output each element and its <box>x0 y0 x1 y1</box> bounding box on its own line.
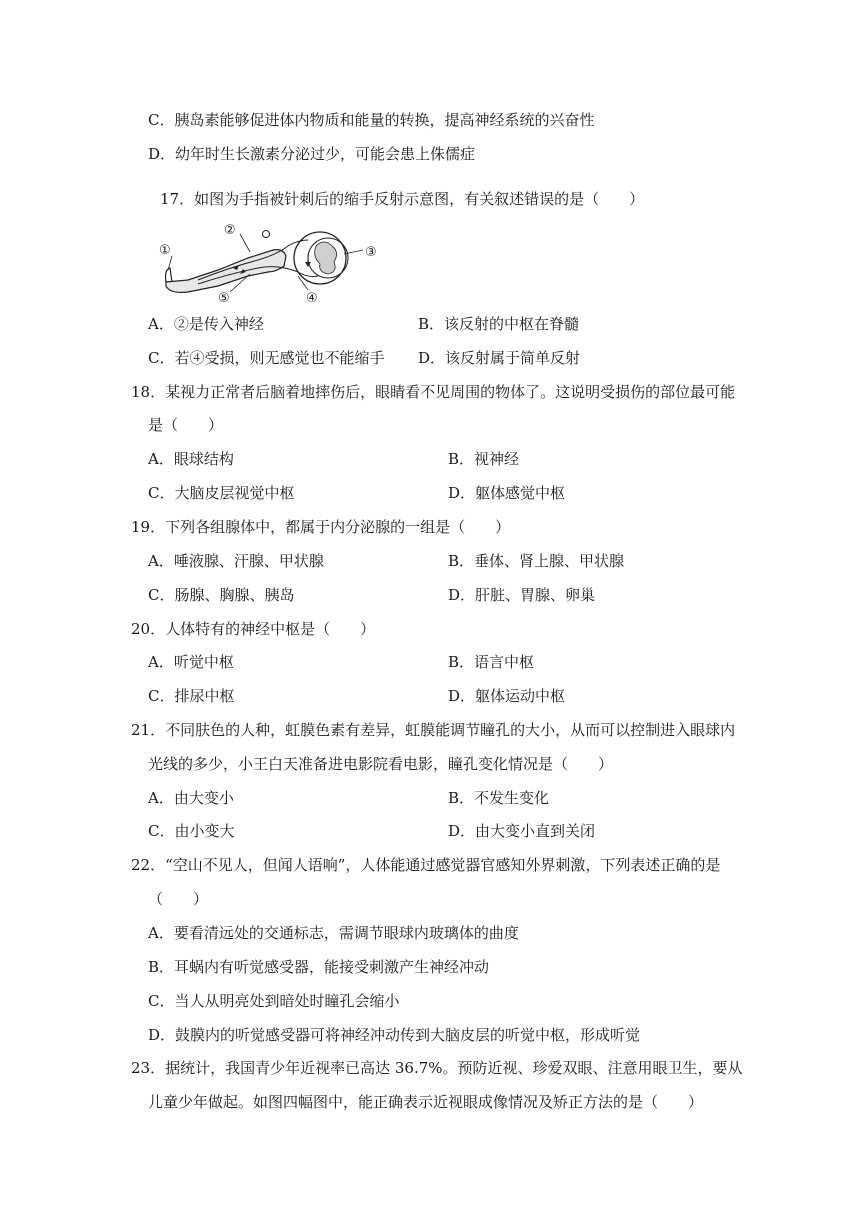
question-17-option-b: B．该反射的中枢在脊髓 <box>418 315 580 333</box>
question-18-option-b: B．视神经 <box>448 450 520 468</box>
question-20-option-a: A．听觉中枢 <box>148 653 234 671</box>
question-18-option-c: C．大脑皮层视觉中枢 <box>148 484 295 502</box>
diagram-label-2: ② <box>224 223 236 238</box>
question-22-option-d: D．鼓膜内的听觉感受器可将神经冲动传到大脑皮层的听觉中枢，形成听觉 <box>148 1026 641 1044</box>
question-19-stem: 19．下列各组腺体中，都属于内分泌腺的一组是（ ） <box>131 518 511 536</box>
question-21-stem-line1: 21．不同肤色的人种，虹膜色素有差异，虹膜能调节瞳孔的大小，从而可以控制进入眼球内 <box>131 721 736 739</box>
question-23-stem-line1: 23．据统计，我国青少年近视率已高达 36.7%。预防近视、珍爱双眼、注意用眼卫生，要从 <box>131 1059 743 1077</box>
question-22-option-b: B．耳蜗内有听觉感受器，能接受刺激产生神经冲动 <box>148 958 490 976</box>
question-22-option-a: A．要看清远处的交通标志，需调节眼球内玻璃体的曲度 <box>148 924 519 942</box>
question-20-option-d: D．躯体运动中枢 <box>448 687 566 705</box>
question-17-option-a: A．②是传入神经 <box>148 315 264 333</box>
question-18-stem-line2: 是（ ） <box>148 416 224 434</box>
question-18-stem-line1: 18．某视力正常者后脑着地摔伤后，眼睛看不见周围的物体了。这说明受损伤的部位最可能 <box>131 383 736 401</box>
diagram-label-1: ① <box>159 243 171 258</box>
question-22-stem-line2: （ ） <box>148 890 209 908</box>
diagram-label-4: ④ <box>306 291 318 306</box>
question-17-option-d: D．该反射属于简单反射 <box>418 349 581 367</box>
option-d-prev: D．幼年时生长激素分泌过少，可能会患上侏儒症 <box>148 145 476 163</box>
option-c-prev: C．胰岛素能够促进体内物质和能量的转换，提高神经系统的兴奋性 <box>148 111 595 129</box>
question-17-stem: 17．如图为手指被针刺后的缩手反射示意图，有关叙述错误的是（ ） <box>160 190 645 208</box>
diagram-label-3: ③ <box>365 245 377 260</box>
diagram-label-5: ⑤ <box>218 291 230 306</box>
question-19-option-d: D．肝脏、胃腺、卵巢 <box>448 586 596 604</box>
question-23-stem-line2: 儿童少年做起。如图四幅图中，能正确表示近视眼成像情况及矫正方法的是（ ） <box>148 1093 704 1111</box>
question-22-stem-line1: 22．“空山不见人，但闻人语响”，人体能通过感觉器官感知外界刺激，下列表述正确的是 <box>131 856 721 874</box>
question-21-option-a: A．由大变小 <box>148 789 234 807</box>
question-18-option-d: D．躯体感觉中枢 <box>448 484 566 502</box>
question-20-option-b: B．语言中枢 <box>448 653 535 671</box>
question-19-option-c: C．肠腺、胸腺、胰岛 <box>148 586 295 604</box>
question-21-option-c: C．由小变大 <box>148 822 235 840</box>
question-22-option-c: C．当人从明亮处到暗处时瞳孔会缩小 <box>148 992 400 1010</box>
question-19-option-a: A．唾液腺、汗腺、甲状腺 <box>148 552 324 570</box>
question-17-option-c: C．若④受损，则无感觉也不能缩手 <box>148 349 385 367</box>
question-18-option-a: A．眼球结构 <box>148 450 234 468</box>
question-21-option-d: D．由大变小直到关闭 <box>448 822 596 840</box>
question-20-stem: 20．人体特有的神经中枢是（ ） <box>131 620 376 638</box>
question-21-stem-line2: 光线的多少，小王白天准备进电影院看电影，瞳孔变化情况是（ ） <box>148 755 614 773</box>
reflex-arc-diagram <box>158 220 388 306</box>
question-19-option-b: B．垂体、肾上腺、甲状腺 <box>448 552 625 570</box>
question-20-option-c: C．排尿中枢 <box>148 687 235 705</box>
question-21-option-b: B．不发生变化 <box>448 789 550 807</box>
